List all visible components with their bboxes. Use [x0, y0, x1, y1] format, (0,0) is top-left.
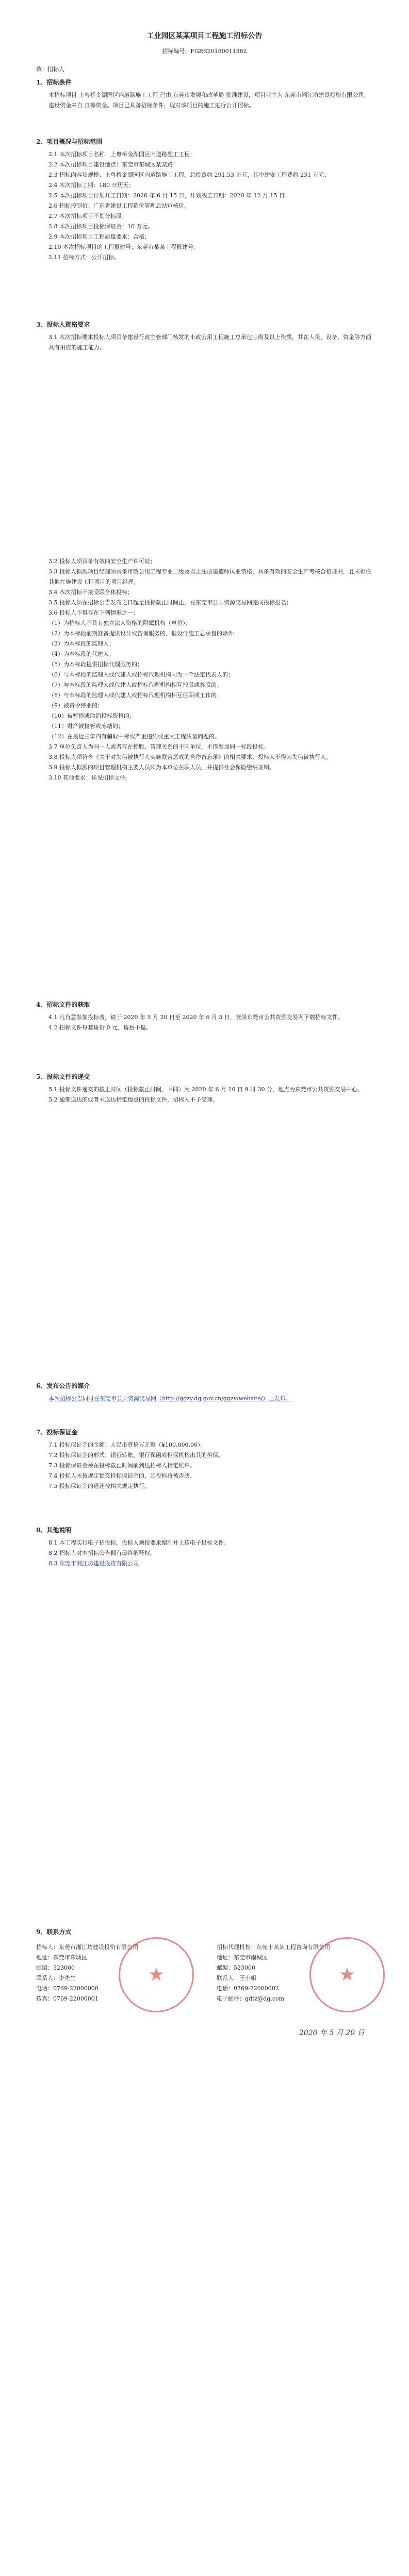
- notice-title: 工业园区某某项目工程施工招标公告: [146, 32, 263, 40]
- list-item: 5.1 投标文件递交的截止时间（投标截止时间，下同）为 2020 年 6 月 10 日 9 时 30 分，地点为东莞市公共资源交易中心。: [48, 1086, 363, 1093]
- list-item: 3.3 投标人拟派项目经理须具备市政公用工程专业二级及以上注册建造师执业资格，具备有效的安全生产考核合格证书，且未担任其他在施建设工程项目的项目经理；: [48, 568, 371, 585]
- section-7-list: [36, 1440, 373, 1492]
- contact-line: 地址：东莞市南城区: [217, 1954, 268, 1961]
- page-1: [0, 0, 409, 536]
- list-item: （3）为本标段的监理人；: [48, 640, 114, 647]
- list-item: 3.9 投标人拟派的项目管理机构主要人员须为本单位在职人员，并提供社会保险缴纳证明。: [48, 764, 275, 771]
- section-7-heading: 7、投标保证金: [36, 1429, 78, 1436]
- list-item: 2.1 本次招标项目名称：上粤桥金湖园区内道路施工工程；: [48, 151, 195, 158]
- section-8-heading: 8、其他说明: [36, 1527, 72, 1534]
- signature-date: 2020 年 5 月 20 日: [299, 2029, 365, 2037]
- tenderer-seal-stamp: [119, 1937, 194, 2012]
- list-item: 3.8 投标人须符合《关于对失信被执行人实施联合惩戒的合作备忘录》的相关要求，投标人不得为失信被执行人。: [48, 754, 332, 760]
- list-item: 4.1 凡有意参加投标者，请于 2020 年 5 月 20 日至 2020 年 6 月 5 日，登录东莞市公共资源交易网下载招标文件。: [48, 1014, 343, 1021]
- section-6-text: [36, 1394, 373, 1404]
- contact-line: 电子邮件：gdtz@dg.com: [217, 1995, 285, 2002]
- section-4-heading: 4、招标文件的获取: [36, 1001, 90, 1008]
- contact-line: 招标人：东莞市湘江坊建设投资有限公司: [36, 1944, 138, 1951]
- star-icon: ★: [148, 1964, 165, 1986]
- contact-line: 传真：0769-22000001: [36, 1995, 99, 2002]
- page-4: [0, 1906, 409, 2576]
- list-item: （1）为招标人不具有独立法人资格的附属机构（单位）；: [48, 620, 191, 626]
- section-2-list: [36, 149, 373, 263]
- page-3: [0, 1350, 409, 1906]
- section-3-text: 3.1 本次招标要求投标人须具备建设行政主管部门核发的市政公用工程施工总承包三级及以上资质，并在人员、设备、资金等方面具有相应的施工能力。: [48, 334, 371, 351]
- contact-line: 招标代理机构：东莞市某某工程咨询有限公司: [217, 1944, 330, 1951]
- list-item: （10）被暂停或取消投标资格的；: [48, 713, 135, 719]
- contact-line: 邮编：523000: [36, 1964, 75, 1971]
- list-item: 7.3 投标保证金须在投标截止时间前到达招标人指定账户。: [48, 1462, 195, 1469]
- list-item: 2.7 本次招标项目不划分标段；: [48, 213, 127, 219]
- page-2: [0, 536, 409, 1350]
- list-item: 7.2 投标保证金的形式：银行转账、银行保函或担保机构出具的担保。: [48, 1452, 224, 1459]
- list-item: 7.4 投标人未按规定提交投标保证金的，其投标将被否决。: [48, 1472, 195, 1479]
- list-item: 2.11 招标方式：公开招标。: [48, 254, 120, 261]
- contact-line: 电话：0769-22000002: [217, 1985, 279, 1992]
- list-item: 5.2 逾期送达的或者未送达指定地点的投标文件，招标人不予受理。: [48, 1096, 218, 1103]
- list-item: （5）为本标段提供招标代理服务的；: [48, 661, 143, 668]
- section-1-text: 本招标项目 上粤桥金湖园区内道路施工工程 已由 东莞市发展和改革局 批准建设，项目业主为 东莞市湘江坊建设投资有限公司，建设资金来自 自筹资金。项目已具备招标条件，现对该项目的施工进行公开招标。: [48, 92, 370, 109]
- section-6-heading: 6、发布公告的媒介: [36, 1382, 90, 1389]
- section-3-heading: 3、投标人资格要求: [36, 321, 90, 328]
- list-item: 8.2 招标人对本招标公告拥有最终解释权。: [48, 1550, 156, 1556]
- section-8-list: [36, 1538, 373, 1569]
- list-item: 7.5 投标保证金的退还按相关规定执行。: [48, 1483, 150, 1489]
- list-item: 3.2 投标人须具备有效的安全生产许可证；: [48, 558, 156, 565]
- section-4-list: [36, 1012, 373, 1033]
- contact-line: 地址：东莞市东城区: [36, 1954, 87, 1961]
- list-item: 2.4 本次招标工期：180 日历天；: [48, 182, 135, 189]
- list-item: 2.9 本次招标项目工程质量要求：合格；: [48, 233, 150, 240]
- list-item: （7）与本标段的监理人或代建人或招标代理机构相互控股或参股的；: [48, 682, 222, 688]
- list-item: 3.5 投标人须在招标公告发布之日起至投标截止时间止，在东莞市公共资源交易网完成投标报名；: [48, 599, 292, 606]
- requirements-list: [36, 556, 373, 783]
- list-item: 2.5 本次招标项目计划开工日期：2020 年 6 月 15 日，计划竣工日期：2020 年 12 月 15 日；: [48, 192, 290, 199]
- section-2-heading: 2、项目概况与招标范围: [36, 138, 103, 145]
- contact-line: 邮编：523000: [217, 1964, 255, 1971]
- contact-line: 联系人：王小姐: [217, 1975, 256, 1981]
- agent-seal-stamp: [309, 1937, 385, 2012]
- list-item: 2.8 本次招标项目投标保证金：10 万元。: [48, 223, 154, 230]
- list-item: 8.1 本工程实行电子招投标，投标人须按要求编制并上传电子投标文件。: [48, 1539, 230, 1546]
- section-9-heading: 9、联系方式: [36, 1928, 72, 1936]
- publication-link[interactable]: 本次招标公告同时在东莞市公共资源交易网（http://ggzy.dg.gov.cn/ggzy/website/）上发布。: [48, 1395, 291, 1402]
- list-item: （2）为本标段前期准备提供设计或咨询服务的，但设计施工总承包的除外；: [48, 630, 239, 637]
- contact-line: 联系人：李先生: [36, 1975, 76, 1981]
- list-item: 3.6 投标人不得存在下列情形之一：: [48, 609, 139, 616]
- list-item: （11）财产被接管或冻结的；: [48, 723, 124, 730]
- section-1-heading: 1、招标条件: [36, 79, 72, 86]
- list-item: （12）在最近三年内有骗取中标或严重违约或重大工程质量问题的。: [48, 733, 220, 740]
- contact-line: 电话：0769-22000000: [36, 1985, 99, 1992]
- list-item: 3.10 其他要求：详见招标文件。: [48, 774, 131, 781]
- list-item: （8）与本标段的监理人或代建人或招标代理机构相互任职或工作的；: [48, 692, 222, 699]
- list-item: 2.6 招标控制价：广东省建设工程造价管理总站审核价。: [48, 202, 190, 209]
- list-item: （6）与本标段的监理人或代建人或招标代理机构同为一个法定代表人的；: [48, 671, 234, 678]
- list-item: 3.7 单位负责人为同一人或者存在控股、管理关系的不同单位，不得参加同一标段投标。: [48, 743, 269, 750]
- list-item: （9）被责令停业的；: [48, 702, 103, 709]
- list-item: （4）为本标段的代建人；: [48, 651, 114, 657]
- section-5-heading: 5、投标文件的递交: [36, 1073, 90, 1080]
- section-5-list: [36, 1084, 373, 1105]
- list-item: 7.1 投标保证金的金额：人民币壹拾万元整（¥100,000.00）。: [48, 1442, 206, 1448]
- list-item: 8.3 东莞市湘江坊建设投资有限公司: [48, 1560, 139, 1567]
- list-item: 4.2 招标文件每套售价 0 元，售后不退。: [48, 1024, 152, 1031]
- star-icon: ★: [338, 1964, 356, 1986]
- list-item: 2.3 招标内容及规模：上粤桥金湖园区内道路施工工程，总投资约 291.53 万元，其中建安工程费约 231 万元；: [48, 172, 330, 178]
- notice-code: 招标编号：FGRS20180011382: [162, 48, 247, 55]
- list-item: 2.10 本次招标项目的工程报建号：东莞市某某工程报建号。: [48, 244, 199, 250]
- salutation: 致：招标人: [36, 66, 64, 73]
- list-item: 3.4 本次招标不接受联合体投标；: [48, 589, 133, 596]
- list-item: 2.2 本次招标项目建设地点：东莞市东城区某某路；: [48, 161, 178, 168]
